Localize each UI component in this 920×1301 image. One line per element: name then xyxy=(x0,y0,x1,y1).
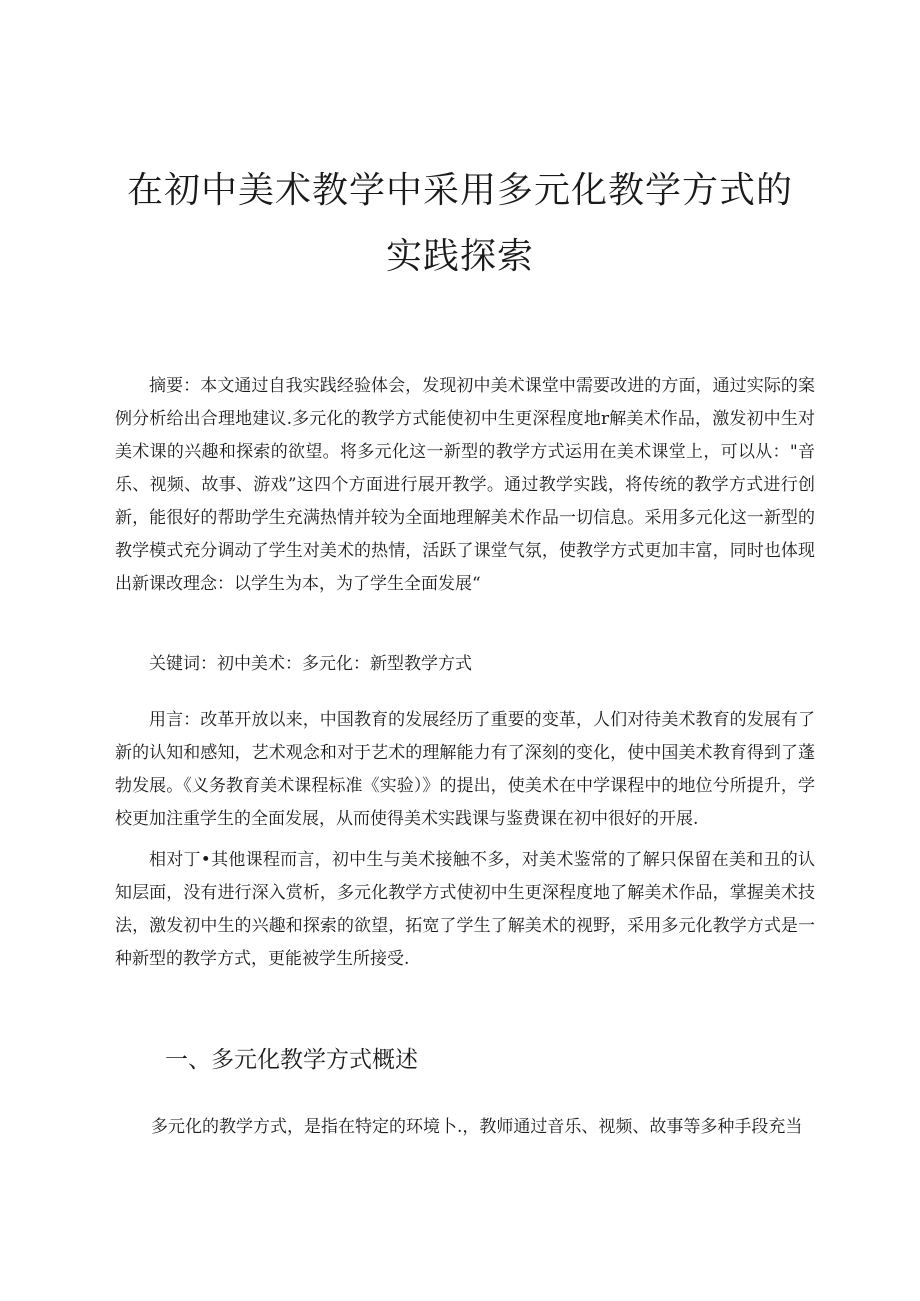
keywords-line: 关键词：初中美术：多元化：新型教学方式 xyxy=(149,654,472,674)
section-heading: 一、多元化教学方式概述 xyxy=(165,1047,418,1073)
section-paragraph: 多元化的教学方式，是指在特定的环境卜.，教师通过音乐、视频、故事等多种手段充当 xyxy=(151,1117,803,1137)
introduction-paragraph: 用言：改革开放以来，中国教育的发展经历了重要的变革，人们对待美术教育的发展有了新的认知和感知，艺术观念和对于艺术的理解能力有了深刻的变化，使中国美术教育得到了蓬勃发展。《义务教育美术课程标准《实验）》的提出，使美术在中学课程中的地位兮所提升，学校更加注重学生的全面发展，从而使得美术实践课与鉴费课在初中很好的开展. xyxy=(115,710,815,829)
abstract-paragraph: 摘要：本文通过自我实践经验体会，发现初中美术课堂中需要改进的方面，通过实际的案例分析给出合理地建议.多元化的教学方式能使初中生更深程度地r解美术作品，激发初中生对美术课的兴趣和探索的欲望。将多元化这一新型的教学方式运用在美术课堂上，可以从："音乐、视频、故事、游戏”这四个方面进行展开教学。通过教学实践，将传统的教学方式进行创新，能很好的帮助学生充满热情并较为全面地理解美术作品一切信息。采用多元化这一新型的教学模式充分调动了学生对美术的热情，活跃了课堂气氛，使教学方式更加丰富，同时也体现出新课改理念：以学生为本，为了学生全面发展“ xyxy=(115,376,815,594)
document-title: 在初中美术教学中采用多元化教学方式的实践探索 xyxy=(126,170,793,277)
introduction-paragraph-2: 相对丁•其他课程而言，初中生与美术接触不多，对美术鉴常的了解只保留在美和丑的认知层面，没有进行深入赏析，多元化教学方式使初中生更深程度地了解美术作品，掌握美术技法，激发初中生的兴趣和探索的欲望，拓宽了学生了解美术的视野，采用多元化教学方式是一种新型的教学方式，更能被学生所接受. xyxy=(115,850,815,969)
